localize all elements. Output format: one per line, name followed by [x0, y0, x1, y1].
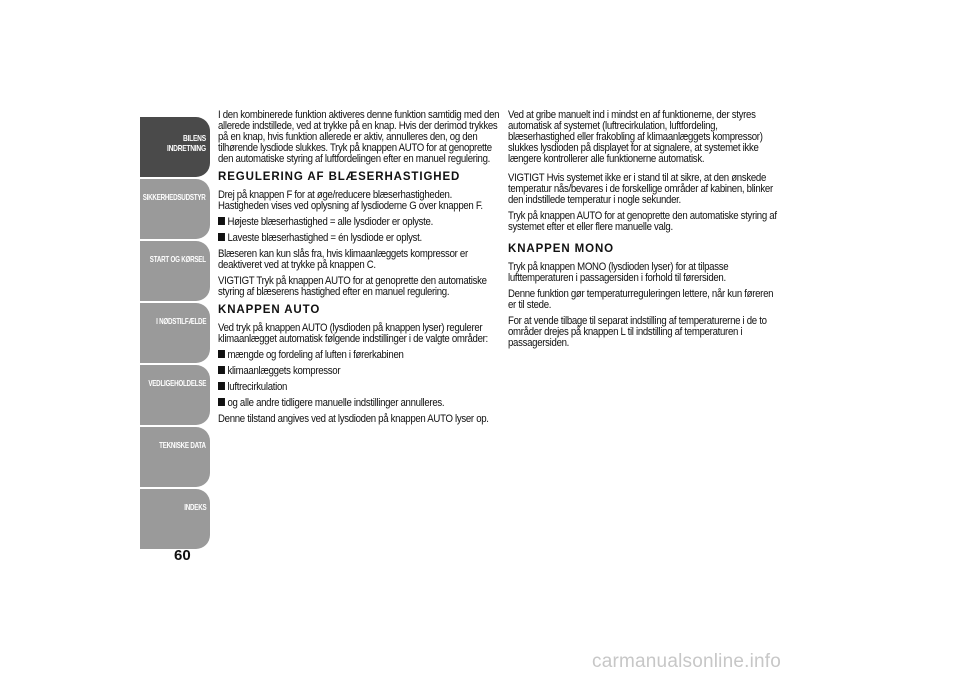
paragraph: For at vende tilbage til separat indstilling af temperaturerne i de to områder drejes på knappen L til indstilling af temperaturen i passagersiden. — [508, 315, 767, 349]
bullet-text: Laveste blæserhastighed = én lysdiode er oplyst. — [227, 232, 422, 244]
tab-label: VEDLIGEHOLDELSE — [148, 379, 206, 388]
bullet-item — [218, 398, 499, 409]
left-column — [218, 110, 500, 430]
important-note: VIGTIGT Tryk på knappen AUTO for at genoprette den automatiske styring af blæserens hastighed efter en manuel regulering. — [218, 275, 487, 298]
tab-sikkerhedsudstyr[interactable] — [140, 179, 210, 239]
section-heading-blower-speed: REGULERING AF BLÆSERHASTIGHED — [218, 171, 461, 183]
section-heading-mono: KNAPPEN MONO — [508, 243, 615, 255]
important-note: VIGTIGT Hvis systemet ikke er i stand til at sikre, at den ønskede temperatur nås/bevares i de forskellige områder af kabinen, blinker den indstillede temperatur i nogle sekunder. — [508, 172, 773, 206]
tab-bilens-indretning[interactable] — [140, 117, 210, 177]
paragraph: Tryk på knappen AUTO for at genoprette den automatiske styring af systemet efter et eller flere manuelle valg. — [508, 210, 777, 233]
paragraph: Denne tilstand angives ved at lysdioden på knappen AUTO lyser op. — [218, 413, 489, 425]
tab-label: INDEKS — [183, 503, 206, 512]
chapter-tabs — [140, 117, 210, 551]
checkbox-bullet-icon — [218, 350, 225, 358]
checkbox-bullet-icon — [218, 233, 225, 241]
intro-paragraph: I den kombinerede funktion aktiveres denne funktion samtidig med den allerede indstillede, ved at trykke på en knap. Hvis der derimod trykkes på en knap, hvis funktion allerede er aktiv, annulleres den, og den tilhørende lysdiode slukkes. Tryk på knappen AUTO for at genoprette den automatiske styring af luftfordelingen efter en manuel regulering. — [218, 109, 500, 165]
bullet-item — [218, 217, 499, 228]
paragraph: Drej på knappen F for at øge/reducere blæserhastigheden. Hastigheden vises ved oplysning af lysdioderne G over knappen F. — [218, 189, 483, 212]
paragraph: Ved at gribe manuelt ind i mindst en af funktionerne, der styres automatisk af systemet (luftrecirkulation, luftfordeling, blæserhastighed eller frakobling af klimaanlæggets kompressor) slukkes lysdioden på displayet for at signalere, at systemet ikke længere kontrollerer alle funktionerne automatisk. — [508, 109, 763, 165]
checkbox-bullet-icon — [218, 382, 225, 390]
tab-vedligeholdelse[interactable] — [140, 365, 210, 425]
bullet-item — [218, 350, 499, 361]
tab-label: SIKKERHEDSUDSTYR — [143, 193, 206, 202]
bullet-text: klimaanlæggets kompressor — [227, 365, 341, 377]
tab-label: START OG KØRSEL — [149, 255, 206, 264]
tab-label: TEKNISKE DATA — [159, 441, 206, 450]
paragraph: Denne funktion gør temperaturreguleringen lettere, når kun føreren er til stede. — [508, 288, 774, 311]
checkbox-bullet-icon — [218, 398, 225, 406]
paragraph: Tryk på knappen MONO (lysdioden lyser) for at tilpasse lufttemperaturen i passagersiden i forhold til førersiden. — [508, 261, 729, 284]
bullet-item — [218, 366, 499, 377]
tab-indeks[interactable] — [140, 489, 210, 549]
checkbox-bullet-icon — [218, 366, 225, 374]
paragraph: Blæseren kan kun slås fra, hvis klimaanlæggets kompressor er deaktiveret ved at trykke på knappen C. — [218, 248, 468, 271]
watermark: carmanualsonline.info — [592, 651, 782, 672]
bullet-item — [218, 233, 499, 244]
paragraph: Ved tryk på knappen AUTO (lysdioden på knappen lyser) regulerer klimaanlægget automatisk følgende indstillinger i de valgte områder: — [218, 322, 488, 345]
bullet-item — [218, 382, 499, 393]
page-number: 60 — [174, 547, 191, 564]
right-column — [508, 110, 780, 354]
tab-label: I NØDSTILFÆLDE — [155, 317, 206, 326]
bullet-text: mængde og fordeling af luften i førerkabinen — [227, 349, 404, 361]
tab-tekniske-data[interactable] — [140, 427, 210, 487]
tab-i-nodstilfaelde[interactable] — [140, 303, 210, 363]
section-heading-auto: KNAPPEN AUTO — [218, 304, 321, 316]
tab-start-og-korsel[interactable] — [140, 241, 210, 301]
tab-label: BILENS INDRETNING — [167, 133, 206, 153]
bullet-text: og alle andre tidligere manuelle indstillinger annulleres. — [227, 397, 445, 409]
bullet-text: luftrecirkulation — [227, 381, 288, 393]
checkbox-bullet-icon — [218, 217, 225, 225]
bullet-text: Højeste blæserhastighed = alle lysdioder er oplyste. — [227, 216, 433, 228]
